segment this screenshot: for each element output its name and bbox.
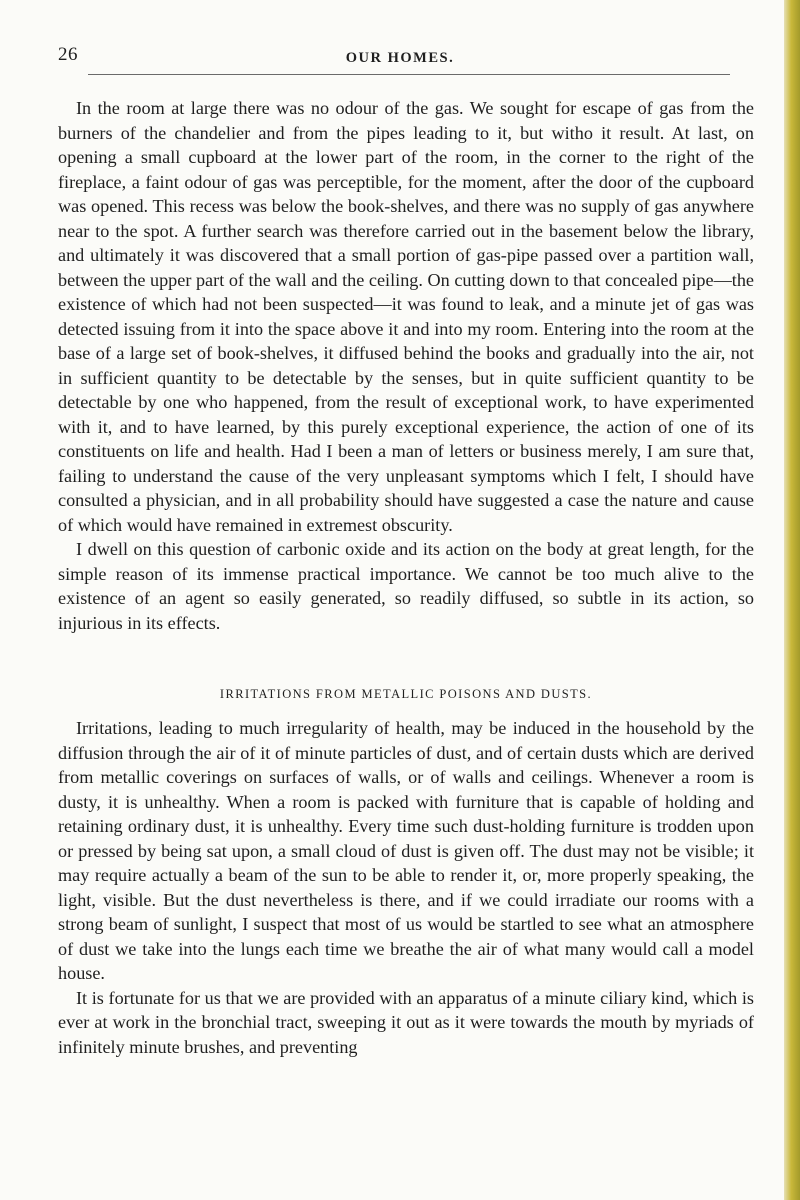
header-rule bbox=[88, 74, 730, 75]
paragraph-gas-leak: In the room at large there was no odour of the gas. We sought for escape of gas from the burners of the chandelier and from the pipes leading to it, but witho it result. At last, on opening a small cupboard at the lower part of the room, in the corner to the right of the fireplace, a faint odour of gas was perceptible, for the moment, after the door of the cupboard was opened. This recess was below the book-shelves, and there was no supply of gas anywhere near to the spot. A further search was therefore carried out in the basement below the library, and ultimately it was discovered that a small portion of gas-pipe passed over a partition wall, between the upper part of the wall and the ceiling. On cutting down to that concealed pipe—the existence of which had not been suspected—it was found to leak, and a minute jet of gas was detected issuing from it into the space above it and into my room. Entering into the room at the base of a large set of book-shelves, it diffused behind the books and gradually into the air, not in sufficient quantity to be detectable by the senses, but in quite sufficient quantity to be detectable by one who happened, from the result of exceptional work, to have experimented with it, and to have learned, by this purely exceptional experience, the action of one of its constituents on life and health. Had I been a man of letters or business merely, I am sure that, failing to understand the cause of the very unpleasant symptoms which I felt, I should have consulted a physician, and in all probability should have suggested a case the nature and cause of which would have remained in extremest obscurity. bbox=[58, 98, 754, 535]
section-heading: IRRITATIONS FROM METALLIC POISONS AND DUSTS. bbox=[219, 687, 593, 701]
paragraph-carbonic-oxide: I dwell on this question of carbonic oxide and its action on the body at great length, for the simple reason of its immense practical importance. We cannot be too much alive to the existence of an agent so easily generated, so readily diffused, so subtle in its action, so injurious in its effects. bbox=[58, 539, 754, 633]
page-number: 26 bbox=[58, 44, 78, 65]
paragraph-ciliary-apparatus: It is fortunate for us that we are provided with an apparatus of a minute ciliary kind, which is ever at work in the bronchial tract, sweeping it out as it were towards the mouth by myriads of infinitely minute brushes, and preventing bbox=[58, 987, 754, 1057]
page-edge-strip bbox=[784, 0, 800, 1200]
running-title: OUR HOMES. bbox=[345, 50, 455, 66]
paragraph-irritations: Irritations, leading to much irregularity of health, may be induced in the household by the diffusion through the air of it of minute particles of dust, and of certain dusts which are derived from metallic coverings on surfaces of walls, or of walls and ceilings. Whenever a room is dusty, it is unhealthy. When a room is packed with furniture that is capable of holding and retaining ordinary dust, it is unhealthy. Every time such dust-holding furniture is trodden upon or pressed by being sat upon, a small cloud of dust is given off. The dust may not be visible; it may require actually a beam of the sun to be able to render it, or, more properly speaking, the light, visible. But the dust nevertheless is there, and if we could irradiate our rooms with a strong beam of sunlight, I suspect that most of us would be startled to see what an atmosphere of dust we take into the lungs each time we breathe the air of what many would call a model house. bbox=[58, 718, 754, 983]
page-body bbox=[58, 96, 754, 1059]
